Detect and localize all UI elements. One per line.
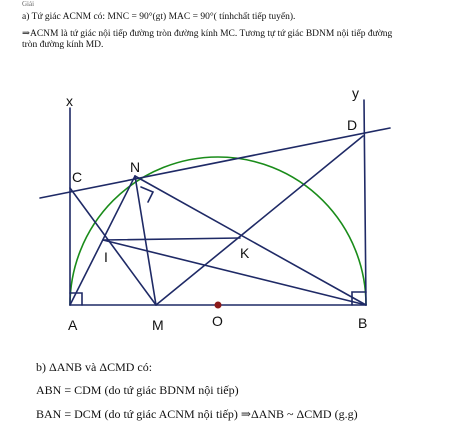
label-k: K — [240, 245, 250, 261]
equation-1: ABN = CDM (do tứ giác BDNM nội tiếp) — [36, 383, 239, 397]
label-a: A — [68, 317, 78, 333]
label-x: x — [66, 93, 73, 109]
label-y: y — [352, 85, 359, 101]
label-n: N — [130, 159, 141, 175]
right-angle-n — [141, 187, 153, 202]
label-d: D — [347, 117, 358, 133]
segment-nb — [135, 176, 366, 305]
tangent-cd — [40, 128, 390, 198]
proof-line-b: ⇒ACNM là tứ giác nội tiếp đường tròn đường kính MC. Tương tự tứ giác BDNM nội tiếp đường — [22, 29, 393, 39]
part-b-title: b) ΔANB và ΔCMD có: — [36, 360, 153, 374]
center-point-o — [215, 302, 222, 309]
header-fragment: Giải — [22, 0, 35, 8]
proof-line-c: tròn đường kính MD. — [22, 40, 104, 50]
label-m: M — [152, 317, 164, 333]
label-o: O — [212, 313, 223, 329]
segment-ib — [103, 240, 366, 305]
label-c: C — [72, 169, 83, 185]
label-b: B — [358, 315, 368, 331]
proof-line-a: a) Tứ giác ACNM có: MNC = 90°(gt) MAC = 90°( tínhchất tiếp tuyến). — [22, 12, 296, 22]
equation-2: BAN = DCM (do tứ giác ACNM nội tiếp) ⇒ΔANB ~ ΔCMD (g.g) — [36, 407, 358, 421]
label-i: I — [104, 249, 108, 265]
segment-ik — [103, 238, 240, 240]
semicircle-arc — [70, 157, 366, 305]
segment-md — [156, 136, 363, 305]
segment-nm — [135, 176, 156, 305]
tangent-by — [364, 100, 366, 305]
